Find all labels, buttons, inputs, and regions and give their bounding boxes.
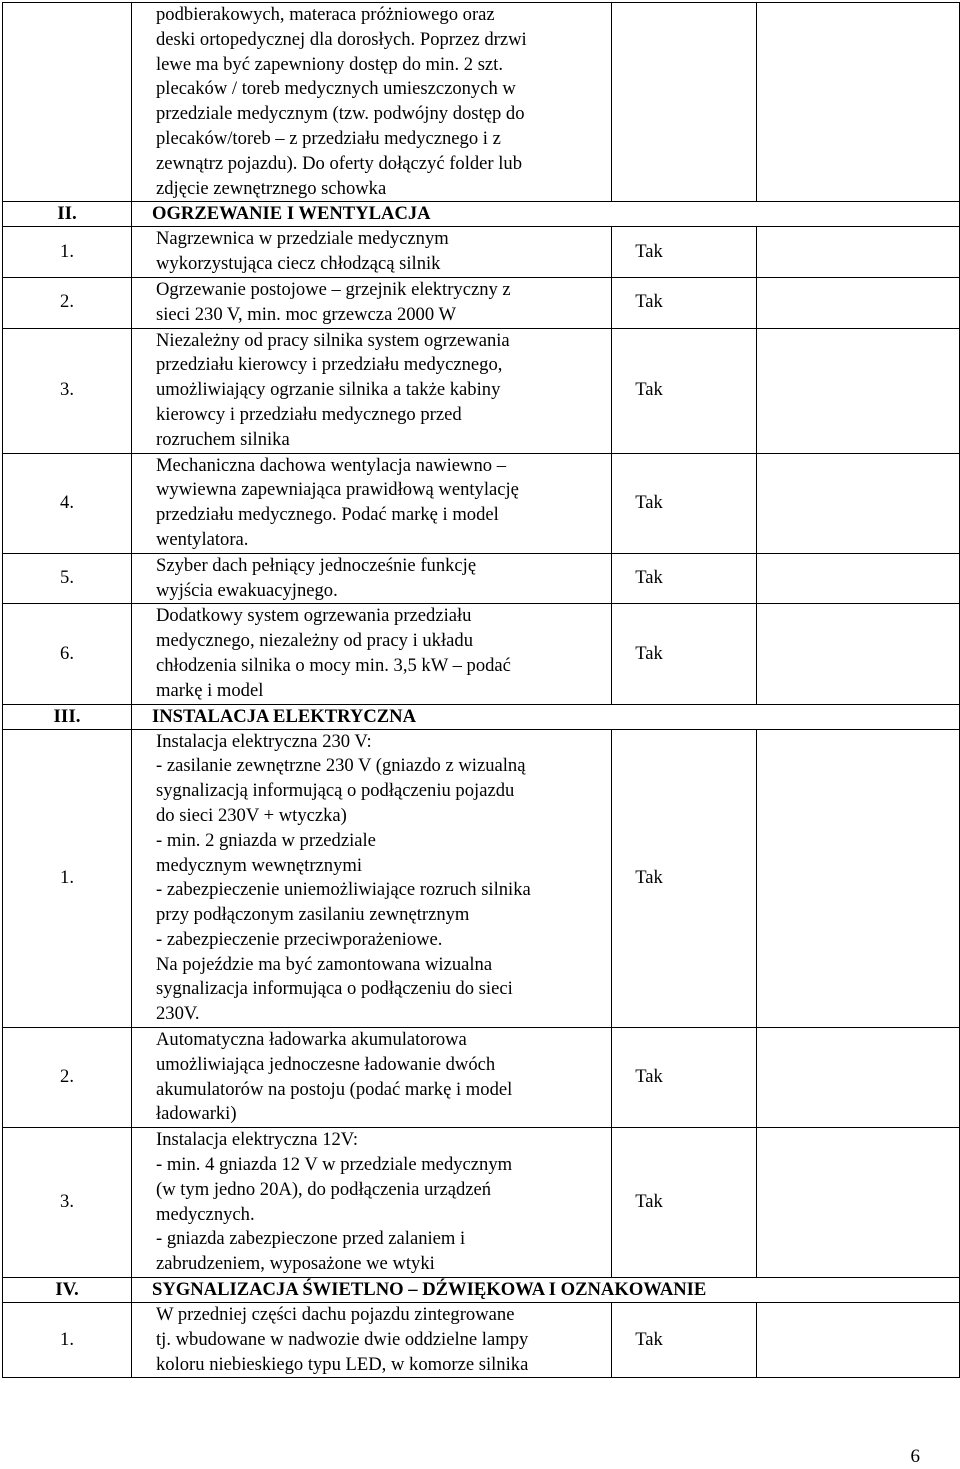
description-line: umożliwiający ogrzanie silnika a także kabiny [156, 379, 501, 401]
description-line: - zabezpieczenie uniemożliwiające rozruch silnika [156, 879, 531, 901]
requirement-row [3, 1303, 960, 1378]
offered-value-cell [757, 1303, 960, 1378]
item-number: 5. [3, 553, 132, 604]
description-line: sygnalizacja informująca o podłączeniu do sieci [156, 978, 513, 1000]
description-line: plecaków/toreb – z przedziału medycznego i z [156, 127, 501, 149]
item-description [132, 3, 612, 202]
description-line: ładowarki) [156, 1103, 237, 1125]
required-value: Tak [612, 227, 757, 278]
offered-value-cell [757, 227, 960, 278]
offered-value-cell [757, 604, 960, 704]
required-value: Tak [612, 1128, 757, 1278]
required-value: Tak [612, 604, 757, 704]
item-number: 4. [3, 453, 132, 553]
section-title: INSTALACJA ELEKTRYCZNA [132, 704, 960, 729]
required-value: Tak [612, 453, 757, 553]
description-line: - min. 2 gniazda w przedziale [156, 829, 376, 851]
required-value: Tak [612, 328, 757, 453]
description-line: (w tym jedno 20A), do podłączenia urządzeń [156, 1178, 492, 1200]
item-number: 2. [3, 277, 132, 328]
description-line: Instalacja elektryczna 230 V: [156, 730, 372, 752]
description-line: akumulatorów na postoju (podać markę i model [156, 1078, 513, 1100]
description-line: medycznych. [156, 1203, 255, 1225]
description-line: zewnątrz pojazdu). Do oferty dołączyć folder lub [156, 152, 523, 174]
description-line: przedziale medycznym (tzw. podwójny dostęp do [156, 103, 525, 125]
item-number: 6. [3, 604, 132, 704]
item-number: 3. [3, 328, 132, 453]
description-line: wyjścia ewakuacyjnego. [156, 579, 338, 601]
item-number: 1. [3, 1303, 132, 1378]
description-line: podbierakowych, materaca próżniowego oraz [156, 4, 495, 25]
description-line: medycznego, niezależny od pracy i układu [156, 630, 473, 652]
description-line: - zasilanie zewnętrzne 230 V (gniazdo z wizualną [156, 755, 526, 777]
offered-value-cell [757, 553, 960, 604]
description-line: Mechaniczna dachowa wentylacja nawiewno – [156, 454, 507, 476]
description-line: Dodatkowy system ogrzewania przedziału [156, 605, 472, 627]
page-number: 6 [910, 1446, 920, 1467]
item-description [132, 604, 612, 704]
item-description [132, 1128, 612, 1278]
item-description [132, 453, 612, 553]
section-number: IV. [3, 1278, 132, 1303]
description-line: przedziału kierowcy i przedziału medycznego, [156, 354, 503, 376]
description-line: koloru niebieskiego typu LED, w komorze silnika [156, 1353, 529, 1375]
description-line: sygnalizacją informującą o podłączeniu pojazdu [156, 780, 515, 802]
section-header-row [3, 202, 960, 227]
description-line: medycznym wewnętrznymi [156, 854, 363, 876]
description-line: zabrudzeniem, wyposażone we wtyki [156, 1253, 435, 1275]
required-value: Tak [612, 277, 757, 328]
requirement-row [3, 1128, 960, 1278]
description-line: wykorzystująca ciecz chłodzącą silnik [156, 253, 441, 275]
item-description [132, 227, 612, 278]
description-line: W przedniej części dachu pojazdu zintegrowane [156, 1304, 515, 1326]
description-line: zdjęcie zewnętrznego schowka [156, 177, 387, 199]
description-line: Szyber dach pełniący jednocześnie funkcję [156, 554, 477, 576]
section-number: II. [3, 202, 132, 227]
description-line: Nagrzewnica w przedziale medycznym [156, 228, 449, 250]
requirement-row [3, 604, 960, 704]
section-header-row [3, 704, 960, 729]
description-line: markę i model [156, 679, 264, 701]
description-line: do sieci 230V + wtyczka) [156, 804, 347, 826]
description-line: lewe ma być zapewniony dostęp do min. 2 szt. [156, 53, 503, 75]
requirement-row [3, 3, 960, 202]
required-value: Tak [612, 1028, 757, 1128]
section-title: SYGNALIZACJA ŚWIETLNO – DŹWIĘKOWA I OZNAKOWANIE [132, 1278, 960, 1303]
description-line: - zabezpieczenie przeciwporażeniowe. [156, 928, 443, 950]
description-line: - gniazda zabezpieczone przed zalaniem i [156, 1228, 466, 1250]
item-description [132, 328, 612, 453]
requirement-row [3, 328, 960, 453]
requirement-row [3, 277, 960, 328]
requirement-row [3, 729, 960, 1028]
description-line: kierowcy i przedziału medycznego przed [156, 403, 462, 425]
description-line: przedziału medycznego. Podać markę i model [156, 504, 499, 526]
item-number: 3. [3, 1128, 132, 1278]
description-line: wentylatora. [156, 528, 249, 550]
description-line: sieci 230 V, min. moc grzewcza 2000 W [156, 303, 457, 325]
description-line: deski ortopedycznej dla dorosłych. Poprzez drzwi [156, 28, 527, 50]
item-number: 2. [3, 1028, 132, 1128]
offered-value-cell [757, 277, 960, 328]
required-value: Tak [612, 1303, 757, 1378]
description-line: Na pojeździe ma być zamontowana wizualna [156, 953, 493, 975]
requirement-row [3, 1028, 960, 1128]
description-line: Automatyczna ładowarka akumulatorowa [156, 1029, 467, 1051]
section-title: OGRZEWANIE I WENTYLACJA [132, 202, 960, 227]
offered-value-cell [757, 453, 960, 553]
description-line: chłodzenia silnika o mocy min. 3,5 kW – podać [156, 654, 511, 676]
specification-table [2, 2, 960, 1378]
offered-value-cell [757, 328, 960, 453]
offered-value-cell [757, 729, 960, 1028]
item-number [3, 3, 132, 202]
item-description [132, 553, 612, 604]
item-number: 1. [3, 729, 132, 1028]
requirement-row [3, 553, 960, 604]
item-description [132, 1303, 612, 1378]
requirement-row [3, 453, 960, 553]
item-number: 1. [3, 227, 132, 278]
item-description [132, 729, 612, 1028]
required-value [612, 3, 757, 202]
description-line: Niezależny od pracy silnika system ogrzewania [156, 329, 510, 351]
section-header-row [3, 1278, 960, 1303]
offered-value-cell [757, 1128, 960, 1278]
required-value: Tak [612, 553, 757, 604]
description-line: - min. 4 gniazda 12 V w przedziale medycznym [156, 1154, 513, 1176]
requirement-row [3, 227, 960, 278]
description-line: 230V. [156, 1003, 200, 1025]
description-line: przy podłączonym zasilaniu zewnętrznym [156, 904, 470, 926]
section-number: III. [3, 704, 132, 729]
description-line: rozruchem silnika [156, 428, 290, 450]
description-line: tj. wbudowane w nadwozie dwie oddzielne lampy [156, 1328, 529, 1350]
description-line: wywiewna zapewniająca prawidłową wentylację [156, 479, 519, 501]
offered-value-cell [757, 1028, 960, 1128]
required-value: Tak [612, 729, 757, 1028]
description-line: umożliwiająca jednoczesne ładowanie dwóch [156, 1053, 496, 1075]
item-description [132, 1028, 612, 1128]
offered-value-cell [757, 3, 960, 202]
description-line: Instalacja elektryczna 12V: [156, 1129, 359, 1151]
description-line: plecaków / toreb medycznych umieszczonych w [156, 78, 516, 100]
description-line: Ogrzewanie postojowe – grzejnik elektryczny z [156, 278, 511, 300]
item-description [132, 277, 612, 328]
